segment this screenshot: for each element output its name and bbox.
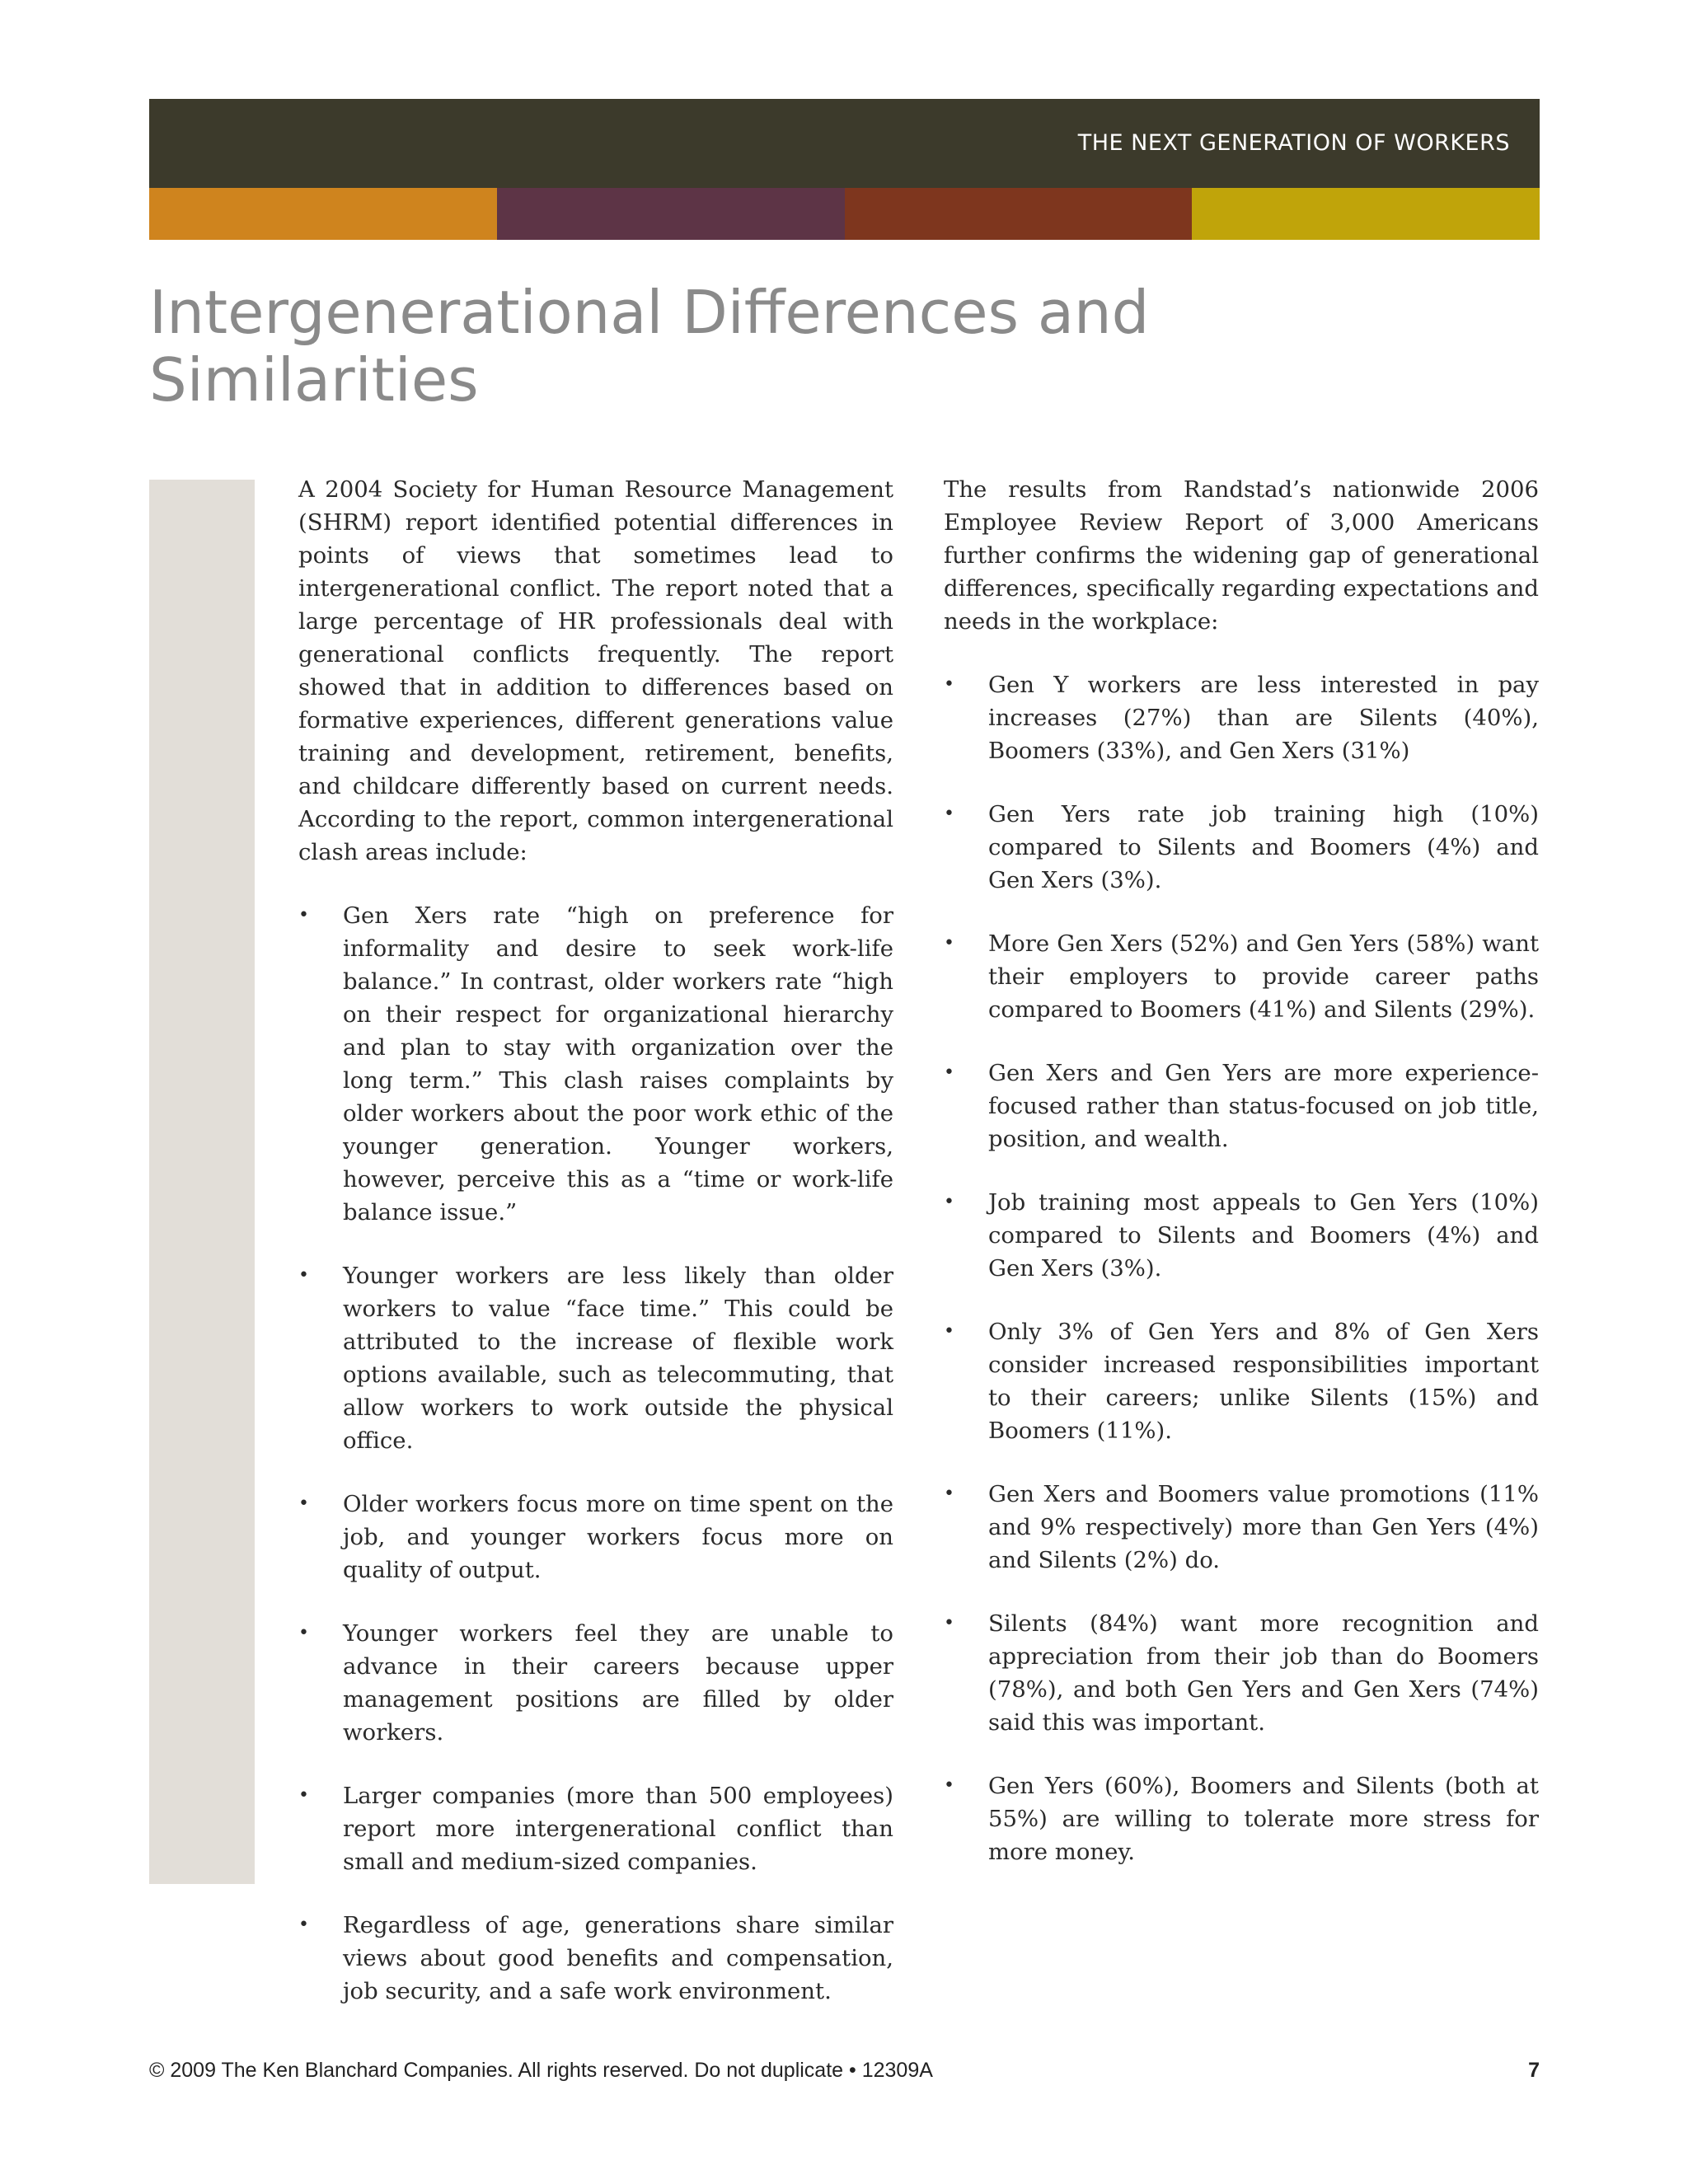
page-title-line-1: Intergenerational Differences and bbox=[149, 278, 1150, 347]
sidebar-accent-bar bbox=[149, 480, 255, 1884]
list-item-text: Regardless of age, generations share similar views about good benefits and compensation, job security, and a safe work environment. bbox=[343, 1912, 893, 2004]
page-title-line-2: Similarities bbox=[149, 345, 479, 415]
right-column bbox=[944, 473, 1539, 1899]
list-item bbox=[298, 1488, 893, 1586]
left-intro-paragraph: A 2004 Society for Human Resource Management (SHRM) report identified potential differences in points of views that sometimes lead to intergenerational conflict. The report noted that a large percentage of HR professionals deal with generational conflicts frequently. The report showed that in addition to differences based on formative experiences, different generations value training and development, retirement, benefits, and childcare differently based on current needs. According to the report, common intergenerational clash areas include: bbox=[298, 476, 893, 865]
list-item bbox=[944, 798, 1539, 897]
bullet-icon: • bbox=[944, 1775, 954, 1796]
bullet-icon: • bbox=[944, 1062, 954, 1083]
list-item-text: Gen Xers rate “high on preference for informality and desire to seek work-life balance.” In contrast, older workers rate “high on their respect for organizational hierarchy and plan to stay with organization over the long term.” This clash raises complaints by older workers about the poor work ethic of the younger generation. Younger workers, however, perceive this as a “time or work-life balance issue.” bbox=[343, 902, 893, 1226]
list-item-text: Gen Xers and Gen Yers are more experience-focused rather than status-focused on job title, position, and wealth. bbox=[988, 1060, 1539, 1152]
list-item bbox=[944, 927, 1539, 1026]
list-item bbox=[298, 1259, 893, 1457]
list-item-text: Gen Yers rate job training high (10%) compared to Silents and Boomers (4%) and Gen Xers (3%). bbox=[988, 801, 1539, 893]
left-column bbox=[298, 473, 893, 2038]
bullet-icon: • bbox=[944, 1192, 954, 1212]
stripe-orange bbox=[149, 188, 497, 240]
list-item bbox=[298, 1617, 893, 1749]
list-item bbox=[944, 1057, 1539, 1155]
list-item-text: Younger workers feel they are unable to advance in their careers because upper management positions are filled by older workers. bbox=[343, 1620, 893, 1746]
bullet-icon: • bbox=[298, 1493, 309, 1514]
stripe-rust bbox=[845, 188, 1193, 240]
list-item-text: Younger workers are less likely than older workers to value “face time.” This could be attributed to the increase of flexible work options available, such as telecommuting, that allow workers to work outside the physical office. bbox=[343, 1263, 893, 1454]
list-item bbox=[944, 1769, 1539, 1868]
left-bullet-list bbox=[298, 899, 893, 2008]
bullet-icon: • bbox=[298, 1785, 309, 1806]
header-banner bbox=[149, 99, 1540, 188]
bullet-icon: • bbox=[298, 1915, 309, 1935]
bullet-icon: • bbox=[298, 1265, 309, 1286]
list-item-text: Gen Yers (60%), Boomers and Silents (both at 55%) are willing to tolerate more stress for more money. bbox=[988, 1773, 1539, 1865]
bullet-icon: • bbox=[944, 1483, 954, 1504]
stripe-plum bbox=[497, 188, 845, 240]
bullet-icon: • bbox=[944, 933, 954, 954]
bullet-icon: • bbox=[944, 674, 954, 695]
list-item-text: Older workers focus more on time spent on the job, and younger workers focus more on quality of output. bbox=[343, 1491, 893, 1583]
stripe-mustard bbox=[1192, 188, 1540, 240]
list-item-text: Gen Xers and Boomers value promotions (11% and 9% respectively) more than Gen Yers (4%) and Silents (2%) do. bbox=[988, 1481, 1539, 1573]
right-bullet-list bbox=[944, 668, 1539, 1868]
banner-title: THE NEXT GENERATION OF WORKERS bbox=[1077, 130, 1510, 156]
bullet-icon: • bbox=[944, 804, 954, 824]
list-item bbox=[298, 1779, 893, 1878]
list-item-text: More Gen Xers (52%) and Gen Yers (58%) want their employers to provide career paths compared to Boomers (41%) and Silents (29%). bbox=[988, 930, 1539, 1023]
page-footer bbox=[149, 2059, 1540, 2092]
bullet-icon: • bbox=[298, 905, 309, 926]
bullet-icon: • bbox=[944, 1321, 954, 1342]
bullet-icon: • bbox=[298, 1623, 309, 1643]
list-item bbox=[944, 1478, 1539, 1577]
list-item-text: Only 3% of Gen Yers and 8% of Gen Xers consider increased responsibilities important to their careers; unlike Silents (15%) and Boomers (11%). bbox=[988, 1319, 1539, 1444]
list-item-text: Job training most appeals to Gen Yers (10%) compared to Silents and Boomers (4%) and Gen Xers (3%). bbox=[988, 1189, 1539, 1282]
right-intro-paragraph: The results from Randstad’s nationwide 2006 Employee Review Report of 3,000 Americans further confirms the widening gap of generational differences, specifically regarding expectations and needs in the workplace: bbox=[944, 476, 1539, 635]
list-item-text: Larger companies (more than 500 employees) report more intergenerational conflict than small and medium-sized companies. bbox=[343, 1783, 893, 1875]
list-item bbox=[944, 1607, 1539, 1739]
list-item bbox=[944, 1315, 1539, 1447]
color-stripes bbox=[149, 188, 1540, 240]
list-item bbox=[944, 668, 1539, 767]
list-item bbox=[298, 1909, 893, 2008]
bullet-icon: • bbox=[944, 1613, 954, 1633]
list-item-text: Gen Y workers are less interested in pay increases (27%) than are Silents (40%), Boomers (33%), and Gen Xers (31%) bbox=[988, 672, 1539, 764]
list-item-text: Silents (84%) want more recognition and appreciation from their job than do Boomers (78%), and both Gen Yers and Gen Xers (74%) said this was important. bbox=[988, 1610, 1539, 1736]
list-item bbox=[944, 1186, 1539, 1285]
footer-copyright: © 2009 The Ken Blanchard Companies. All rights reserved. Do not duplicate • 12309A bbox=[149, 2059, 933, 2082]
list-item bbox=[298, 899, 893, 1229]
page-title bbox=[149, 279, 1303, 414]
page-number: 7 bbox=[1528, 2059, 1540, 2082]
